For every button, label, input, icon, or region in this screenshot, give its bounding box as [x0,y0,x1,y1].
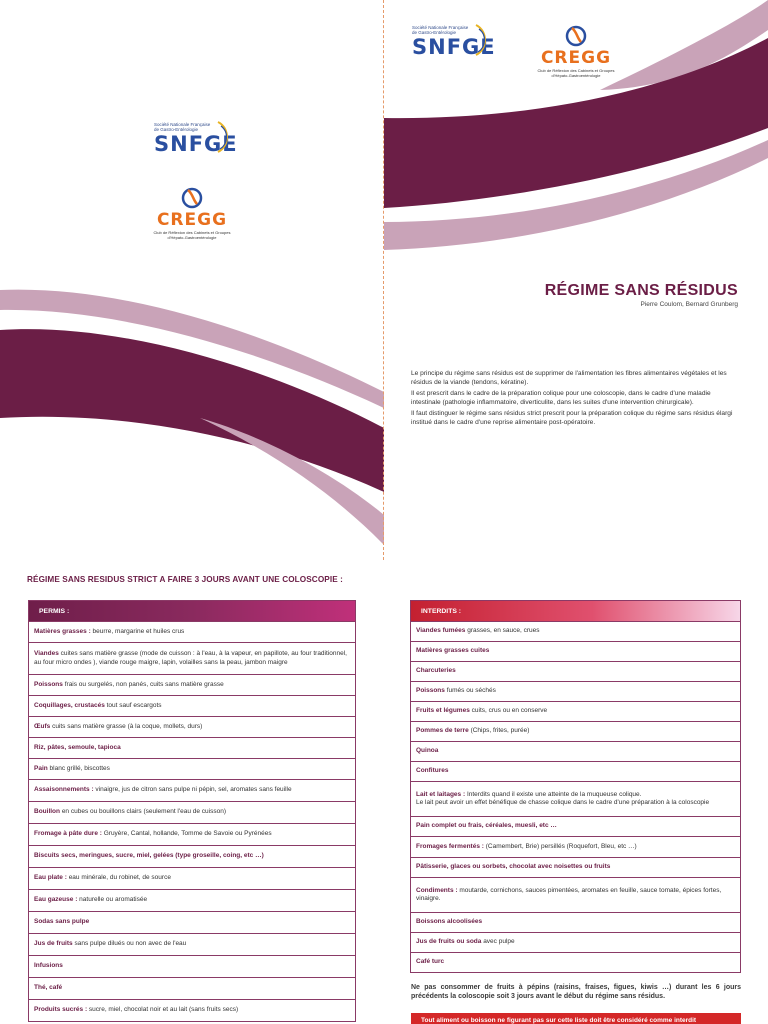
interdits-row-line [416,791,709,800]
permis-item-term: Riz, pâtes, semoule, tapioca [34,743,121,751]
permis-row-content [34,874,171,883]
permis-row-line [34,744,121,753]
interdits-row-line [416,887,735,904]
permis-item-detail: sans pulpe dilués ou non avec de l'eau [74,940,187,948]
interdits-row-line [416,843,637,852]
interdits-item-term: Confitures [416,767,449,775]
permis-row-content [34,918,89,927]
interdits-row-content [416,791,709,808]
interdits-item-term: Pommes de terre [416,727,469,735]
permis-row [28,696,356,717]
permis-row [28,934,356,956]
permis-row-line [34,628,184,637]
interdits-row [410,858,741,878]
interdits-row-line [416,863,610,872]
interdits-item-term: Quinoa [416,747,439,755]
cregg-logo-subtitle: Club de Réflexion des Cabinets et Groupes d'Hépato-Gastroentérologie [153,230,231,240]
interdits-row-line [416,938,515,947]
interdits-item-detail: fumés ou séchés [446,687,496,695]
document-title: RÉGIME SANS RÉSIDUS [544,282,738,299]
interdits-row-content [416,918,482,927]
snfge-logo [154,122,238,156]
interdits-row-content [416,687,496,696]
interdits-row-content [416,938,515,947]
interdits-row-content [416,647,489,656]
interdits-item-term: Pâtisserie, glaces ou sorbets, chocolat avec noisettes ou fruits [416,863,611,871]
cregg-logo [148,186,236,240]
interdits-item-detail: moutarde, cornichons, sauces pimentées, aromates en feuille, sauce tomate, épices fortes, vinaigre. [416,886,722,902]
permis-row [28,846,356,868]
permis-table [28,600,356,1022]
permis-item-separator: : [86,627,93,635]
permis-row-line [34,918,89,927]
permis-item-term: Assaisonnements [34,786,90,794]
interdits-row [410,622,741,642]
permis-item-term: Jus de fruits [34,940,73,948]
permis-item-detail: sucre, miel, chocolat noir et au lait (sans fruits secs) [88,1006,239,1014]
seed-fruit-note: Ne pas consommer de fruits à pépins (raisins, fraises, figues, kiwis …) durant les 6 jours précédents la coloscopie soit 3 jours avant le début du régime sans résidus. [411,984,741,1000]
permis-item-separator: : [89,786,96,794]
permis-row-line [34,896,147,905]
permis-item-separator: : [73,896,80,904]
permis-row-content [34,962,63,971]
snfge-logo-subtitle: Société Nationale Française de Gastro-Entérologie [154,122,211,132]
intro-paragraph: Le principe du régime sans résidus est de supprimer de l'alimentation les fibres alimentaires végétales et les résidus de la viande (tendons, kératine). [411,370,727,386]
interdits-row-line [416,647,489,656]
interdits-row-content [416,767,449,776]
permis-row-line [34,786,292,795]
permis-row-line [34,723,202,732]
permis-item-term: Eau plate [34,874,63,882]
permis-row [28,956,356,978]
permis-row-content [34,984,62,993]
section-heading: RÉGIME SANS RESIDUS STRICT A FAIRE 3 JOURS AVANT UNE COLOSCOPIE : [27,575,343,584]
snfge-swirl-icon-right [474,23,490,57]
permis-row-content [34,723,202,732]
interdits-row [410,662,741,682]
permis-item-separator: : [62,874,69,882]
permis-item-term: Produits sucrés [34,1006,84,1014]
permis-row [28,780,356,802]
interdits-row [410,817,741,837]
permis-item-term: Œufs [34,722,51,730]
permis-row-line [34,984,62,993]
permis-row [28,717,356,738]
permis-row-line [34,1006,238,1015]
permis-row-content [34,830,272,839]
interdits-row [410,762,741,782]
permis-row [28,890,356,912]
interdits-row-content [416,747,438,756]
interdits-row-content [416,727,529,736]
interdits-row [410,682,741,702]
permis-item-term: Infusions [34,962,63,970]
permis-row-content [34,681,224,690]
left-swoosh-dark [0,329,384,492]
interdits-row-content [416,707,547,716]
permis-row [28,824,356,846]
interdits-rows [410,622,741,973]
interdits-row-content [416,843,637,852]
permis-item-separator: : [97,830,104,838]
cregg-logo-word-right: CREGG [540,48,612,68]
permis-row-line [34,808,226,817]
interdits-table [410,600,741,973]
interdits-item-term: Fromages fermentés [416,842,480,850]
permis-header: PERMIS : [28,600,356,622]
interdits-row [410,742,741,762]
interdits-row-line [416,707,547,716]
intro-paragraph: Il est prescrit dans le cadre de la préparation colique pour une coloscopie, dans le cadre d'une maladie intestinale (pathologie inflammatoire, diverticulite, dans les suites d'une intervention chirurgicale). [411,390,711,406]
interdits-item-detail-extra: Le lait peut avoir un effet bénéfique de chasse colique dans le cadre d'une préparation à la coloscopie [416,799,710,806]
interdits-row-line [416,627,539,636]
permis-item-term: Bouillon [34,808,60,816]
permis-row-content [34,1006,238,1015]
interdits-row-content [416,958,444,967]
permis-item-term: Viandes [34,650,59,657]
interdits-header: INTERDITS : [410,600,741,622]
permis-item-detail: tout sauf escargots [106,701,162,709]
interdits-row-line [416,687,496,696]
fold-line [383,0,384,560]
permis-item-term: Fromage à pâte dure [34,830,98,838]
interdits-item-term: Jus de fruits ou soda [416,938,482,946]
permis-row-content [34,808,226,817]
permis-row [28,675,356,696]
permis-item-term: Sodas sans pulpe [34,918,90,926]
interdits-row-line [416,767,449,776]
cregg-logo-word: CREGG [156,210,228,230]
permis-row-line [34,962,63,971]
permis-item-term: Coquillages, crustacés [34,701,105,709]
permis-row-line [34,852,264,861]
interdits-item-term: Boissons alcoolisées [416,918,483,926]
interdits-item-term: Condiments [416,886,454,894]
permis-item-term: Eau gazeuse [34,896,74,904]
permis-row-line [34,681,224,690]
interdits-item-separator: : [453,886,460,894]
interdits-row [410,702,741,722]
permis-row [28,738,356,759]
interdits-row-content [416,887,735,904]
interdits-row [410,953,741,973]
interdits-row-line [416,667,456,676]
permis-row [28,802,356,824]
permis-item-term: Biscuits secs, meringues, sucre, miel, gelées (type groseille, coing, etc …) [34,852,264,860]
interdits-row-content [416,863,610,872]
permis-row [28,868,356,890]
permis-item-detail: naturelle ou aromatisée [79,896,148,904]
interdits-item-detail: Interdits quand il existe une atteinte de la muqueuse colique. [466,790,642,798]
snfge-logo-right [412,25,496,59]
permis-row-line [34,650,350,667]
interdits-row [410,913,741,933]
document-authors: Pierre Coulom, Bernard Grunberg [640,301,738,308]
permis-item-detail: eau minérale, du robinet, de source [68,874,171,882]
interdits-item-term: Pain complet ou frais, céréales, muesli, etc … [416,822,557,830]
permis-item-detail: frais ou surgelés, non panés, cuits sans matière grasse [64,680,224,688]
permis-item-detail: en cubes ou bouillons clairs (seulement l'eau de cuisson) [61,808,227,816]
permis-item-term: Poissons [34,680,63,688]
permis-row [28,643,356,675]
permis-row-content [34,702,162,711]
interdits-item-term: Viandes fumées [416,627,466,635]
permis-row-content [34,852,264,861]
permis-rows [28,622,356,1022]
intro-paragraph: Il faut distinguer le régime sans résidus strict prescrit pour la préparation colique du régime sans résidus élargi institué dans le cadre d'une reprise alimentaire post-opératoire. [411,410,733,426]
interdits-row-line [416,747,438,756]
interdits-row [410,782,741,817]
interdits-item-detail: (Chips, frites, purée) [470,727,530,735]
cregg-emblem-icon-right [561,24,591,48]
permis-row-line [34,765,110,774]
permis-row-line [34,702,162,711]
cregg-emblem-icon [177,186,207,210]
permis-row-line [34,940,186,949]
interdits-row [410,837,741,858]
interdits-item-term: Lait et laitages [416,790,462,798]
interdits-row-line [416,727,529,736]
interdits-item-separator: : [479,842,486,850]
interdits-item-term: Poissons [416,687,445,695]
interdits-row-line [416,918,482,927]
permis-row-content [34,628,184,637]
interdits-item-detail: grasses, en sauce, crues [467,627,540,635]
permis-item-detail: vinaigre, jus de citron sans pulpe ni pépin, sel, aromates sans feuille [95,786,292,794]
interdits-row [410,642,741,662]
permis-row [28,978,356,1000]
permis-row [28,622,356,643]
interdits-item-term: Charcuteries [416,667,456,675]
permis-row [28,1000,356,1022]
permis-row-content [34,786,292,795]
permis-item-detail: cuits sans matière grasse (à la coque, mollets, durs) [52,722,203,730]
cregg-logo-right [532,24,620,78]
interdits-item-term: Matières grasses cuites [416,647,490,655]
cregg-logo-subtitle-right: Club de Réflexion des Cabinets et Groupes d'Hépato-Gastroentérologie [537,68,615,78]
permis-row [28,759,356,780]
interdits-row-line [416,958,444,967]
permis-row-content [34,744,121,753]
interdits-row-line [416,822,557,831]
snfge-logo-word: SNFGE [154,132,238,156]
interdits-item-term: Fruits et légumes [416,707,470,715]
interdits-item-detail: cuits, crus ou en conserve [471,707,548,715]
snfge-logo-word-right: SNFGE [412,35,496,59]
permis-row-content [34,650,350,667]
snfge-logo-subtitle-right: Société Nationale Française de Gastro-Entérologie [412,25,469,35]
permis-row-content [34,765,110,774]
permis-row-line [34,830,272,839]
interdits-row-content [416,822,557,831]
permis-row-content [34,896,147,905]
interdits-item-detail: (Camembert, Brie) persillés (Roquefort, Bleu, etc …) [485,842,637,850]
interdits-row-content [416,667,456,676]
warning-band: Tout aliment ou boisson ne figurant pas sur cette liste doit être considéré comme interdit [411,1013,741,1024]
permis-item-detail: Gruyère, Cantal, hollande, Tomme de Savoie ou Pyrénées [103,830,272,838]
permis-item-term: Matières grasses [34,627,87,635]
permis-item-term: Thé, café [34,984,63,992]
interdits-row-content [416,627,539,636]
permis-item-term: Pain [34,764,48,772]
intro-text [411,370,741,431]
interdits-item-term: Café turc [416,958,445,966]
interdits-item-detail: avec pulpe [483,938,515,946]
permis-item-detail: blanc grillé, biscottes [49,764,110,772]
interdits-row [410,933,741,953]
permis-row-content [34,940,186,949]
permis-item-separator: : [83,1006,89,1014]
permis-item-detail: beurre, margarine et huiles crus [92,627,185,635]
interdits-row [410,722,741,742]
snfge-swirl-icon [216,120,232,154]
permis-row [28,912,356,934]
interdits-row [410,878,741,913]
permis-item-detail: cuites sans matière grasse (mode de cuisson : à l'eau, à la vapeur, en papillote, au four traditionnel, au four micro ondes ), viande rouge maigre, lapin, volailles sans la peau, jambon maigre [34,650,347,666]
permis-row-line [34,874,171,883]
interdits-item-separator: : [461,790,467,798]
